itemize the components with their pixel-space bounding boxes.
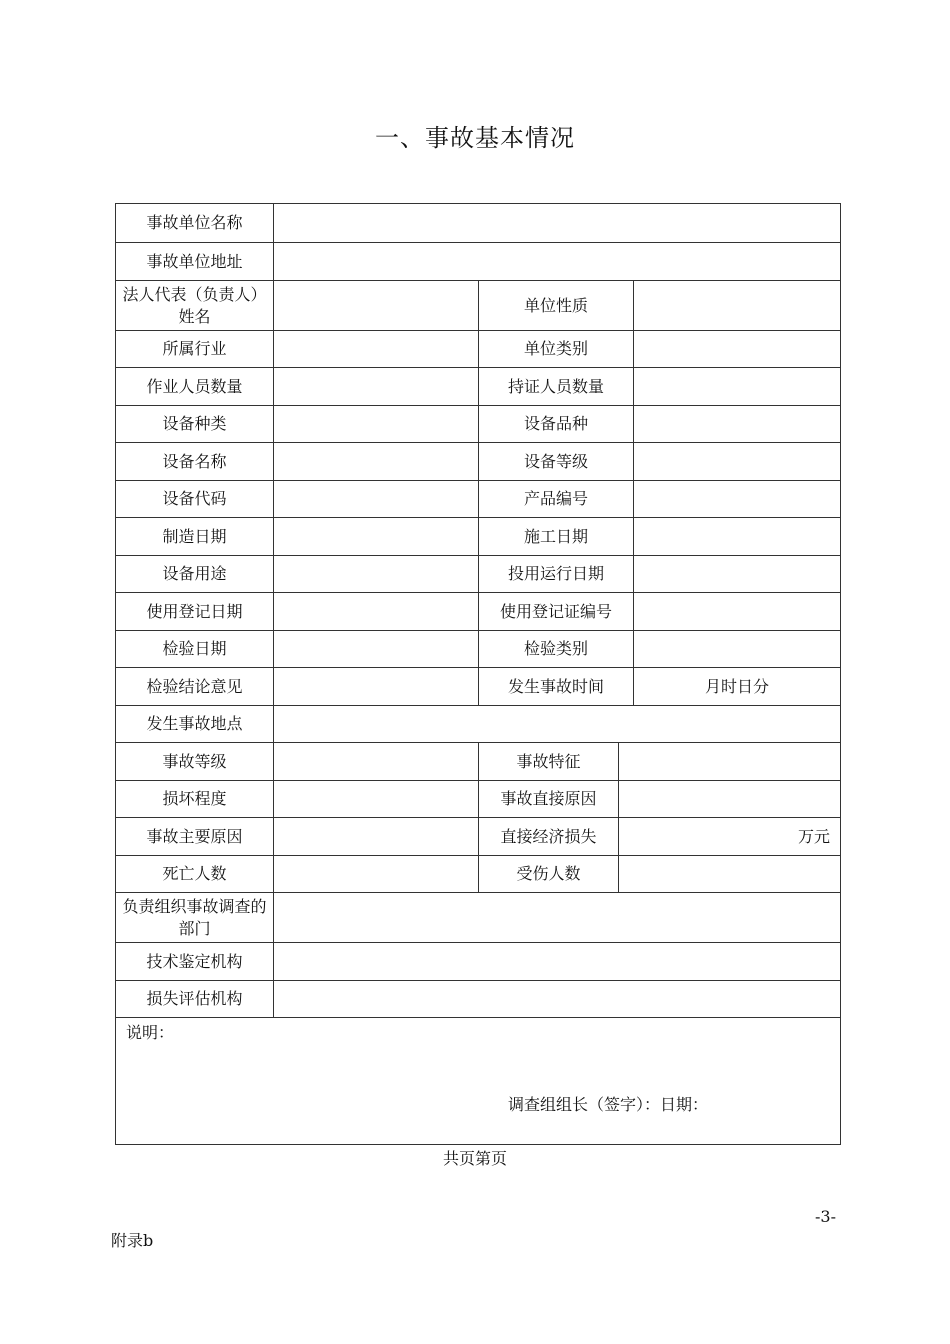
form-row xyxy=(116,893,840,943)
label-investigation-dept-line2: 部门 xyxy=(178,918,211,938)
label-registration-cert-no: 使用登记证编号 xyxy=(479,593,634,630)
field-unit-address[interactable] xyxy=(274,243,840,280)
field-manufacture-date[interactable] xyxy=(274,518,479,555)
form-row xyxy=(116,743,840,781)
label-direct-loss: 直接经济损失 xyxy=(479,818,619,855)
field-equipment-use[interactable] xyxy=(274,556,479,592)
label-operation-date: 投用运行日期 xyxy=(479,556,634,592)
page-count-footer: 共页第页 xyxy=(442,1149,507,1168)
label-accident-level: 事故等级 xyxy=(116,743,274,780)
field-deaths[interactable] xyxy=(274,856,479,892)
field-equipment-grade[interactable] xyxy=(634,443,840,480)
label-deaths: 死亡人数 xyxy=(116,856,274,892)
page-title: 一、事故基本情况 xyxy=(375,124,575,152)
field-accident-time[interactable]: 月时日分 xyxy=(704,676,769,696)
field-product-number[interactable] xyxy=(634,481,840,517)
label-unit-address: 事故单位地址 xyxy=(116,243,274,280)
label-registration-date: 使用登记日期 xyxy=(116,593,274,630)
field-loss-assessment[interactable] xyxy=(274,981,840,1017)
form-row xyxy=(116,781,840,818)
label-legal-rep-line1: 法人代表（负责人） xyxy=(122,284,267,304)
label-equipment-name: 设备名称 xyxy=(116,443,274,480)
form-row xyxy=(116,368,840,406)
form-row xyxy=(116,243,840,281)
label-construction-date: 施工日期 xyxy=(479,518,634,555)
label-loss-assessment: 损失评估机构 xyxy=(116,981,274,1017)
field-inspection-type[interactable] xyxy=(634,631,840,667)
field-accident-level[interactable] xyxy=(274,743,479,780)
form-row xyxy=(116,406,840,443)
form-row xyxy=(116,856,840,893)
field-tech-appraisal[interactable] xyxy=(274,943,840,980)
field-accident-feature[interactable] xyxy=(619,743,840,780)
form-row xyxy=(116,668,840,706)
label-legal-rep xyxy=(116,281,274,330)
label-industry: 所属行业 xyxy=(116,331,274,367)
notes-area[interactable] xyxy=(116,1018,840,1144)
label-workers-count: 作业人员数量 xyxy=(116,368,274,405)
label-investigation-dept-line1: 负责组织事故调查的 xyxy=(122,896,267,916)
field-certified-count[interactable] xyxy=(634,368,840,405)
field-workers-count[interactable] xyxy=(274,368,479,405)
form-row xyxy=(116,593,840,631)
page-number: -3- xyxy=(815,1207,836,1226)
field-equipment-name[interactable] xyxy=(274,443,479,480)
form-row xyxy=(116,281,840,331)
field-accident-location[interactable] xyxy=(274,706,840,742)
field-unit-category[interactable] xyxy=(634,331,840,367)
label-equipment-use: 设备用途 xyxy=(116,556,274,592)
field-industry[interactable] xyxy=(274,331,479,367)
field-unit-name[interactable] xyxy=(274,204,840,242)
label-equipment-grade: 设备等级 xyxy=(479,443,634,480)
label-product-number: 产品编号 xyxy=(479,481,634,517)
label-accident-feature: 事故特征 xyxy=(479,743,619,780)
notes-label: 说明： xyxy=(126,1023,175,1042)
appendix-label: 附录b xyxy=(111,1231,154,1250)
accident-info-form xyxy=(115,203,841,1145)
field-damage-degree[interactable] xyxy=(274,781,479,817)
field-equipment-code[interactable] xyxy=(274,481,479,517)
label-direct-cause: 事故直接原因 xyxy=(479,781,619,817)
label-investigation-dept xyxy=(116,893,274,942)
label-legal-rep-line2: 姓名 xyxy=(178,306,211,326)
field-operation-date[interactable] xyxy=(634,556,840,592)
label-injuries: 受伤人数 xyxy=(479,856,619,892)
signature-line: 调查组组长（签字）：日期： xyxy=(508,1095,709,1114)
label-main-cause: 事故主要原因 xyxy=(116,818,274,855)
label-inspection-conclusion: 检验结论意见 xyxy=(116,668,274,705)
label-accident-time: 发生事故时间 xyxy=(479,668,634,705)
form-row xyxy=(116,943,840,981)
label-accident-location: 发生事故地点 xyxy=(116,706,274,742)
label-unit-name: 事故单位名称 xyxy=(116,204,274,242)
form-row xyxy=(116,443,840,481)
label-equipment-code: 设备代码 xyxy=(116,481,274,517)
label-manufacture-date: 制造日期 xyxy=(116,518,274,555)
label-equipment-type: 设备种类 xyxy=(116,406,274,442)
field-investigation-dept[interactable] xyxy=(274,893,840,942)
field-construction-date[interactable] xyxy=(634,518,840,555)
label-inspection-date: 检验日期 xyxy=(116,631,274,667)
form-row xyxy=(116,556,840,593)
label-certified-count: 持证人员数量 xyxy=(479,368,634,405)
form-row xyxy=(116,518,840,556)
form-row xyxy=(116,481,840,518)
field-direct-loss[interactable]: 万元 xyxy=(797,826,830,846)
form-row xyxy=(116,631,840,668)
label-damage-degree: 损坏程度 xyxy=(116,781,274,817)
field-direct-cause[interactable] xyxy=(619,781,840,817)
field-equipment-variety[interactable] xyxy=(634,406,840,442)
field-registration-date[interactable] xyxy=(274,593,479,630)
field-equipment-type[interactable] xyxy=(274,406,479,442)
form-row xyxy=(116,331,840,368)
field-inspection-conclusion[interactable] xyxy=(274,668,479,705)
field-injuries[interactable] xyxy=(619,856,840,892)
field-legal-rep[interactable] xyxy=(274,281,479,330)
form-row xyxy=(116,706,840,743)
field-inspection-date[interactable] xyxy=(274,631,479,667)
form-row xyxy=(116,818,840,856)
label-unit-nature: 单位性质 xyxy=(479,281,634,330)
label-unit-category: 单位类别 xyxy=(479,331,634,367)
form-row xyxy=(116,981,840,1018)
form-row xyxy=(116,204,840,243)
label-equipment-variety: 设备品种 xyxy=(479,406,634,442)
field-unit-nature[interactable] xyxy=(634,281,840,330)
label-inspection-type: 检验类别 xyxy=(479,631,634,667)
label-tech-appraisal: 技术鉴定机构 xyxy=(116,943,274,980)
field-registration-cert-no[interactable] xyxy=(634,593,840,630)
field-main-cause[interactable] xyxy=(274,818,479,855)
